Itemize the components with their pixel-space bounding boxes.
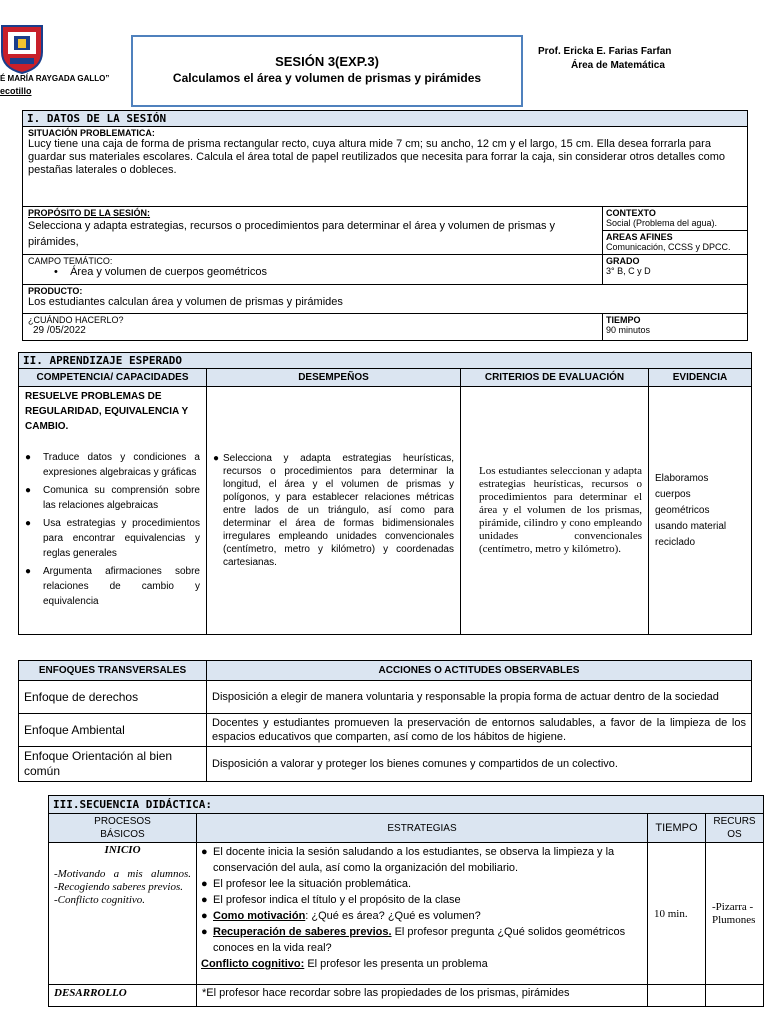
proposito-label: PROPÓSITO DE LA SESIÓN:: [28, 208, 151, 218]
areas-label: AREAS AFINES: [606, 232, 673, 242]
producto-label: PRODUCTO:: [28, 286, 83, 296]
producto-cell: [23, 285, 748, 314]
proposito-cell: [23, 207, 603, 255]
grado-text: 3° B, C y D: [606, 266, 651, 276]
aprendizaje-table: [18, 352, 752, 635]
secuencia-table: [48, 795, 764, 1007]
situacion-label: SITUACIÓN PROBLEMATICA:: [28, 128, 155, 138]
desarrollo-text: *El profesor hace recordar sobre las propiedades de los prismas, pirámides: [197, 985, 648, 1007]
aprendizaje-heading: II. APRENDIZAJE ESPERADO: [19, 353, 752, 369]
estrategia-item: ● El profesor indica el título y el propósito de la clase: [201, 894, 461, 906]
situacion-cell: [23, 127, 748, 207]
session-title-box: [131, 35, 523, 107]
school-logo: [0, 24, 44, 74]
col-tiempo: TIEMPO: [648, 814, 706, 843]
col-criterios: CRITERIOS DE EVALUACIÓN: [461, 369, 649, 387]
estrategia-item: ● Recuperación de saberes previos. El profesor pregunta ¿Qué solidos geométricos conoces en la vida real?: [201, 926, 626, 954]
areas-text: Comunicación, CCSS y DPCC.: [606, 242, 731, 252]
session-subtitle: Calculamos el área y volumen de prismas y pirámides: [172, 71, 482, 85]
estrategia-item: ● Como motivación: ¿Qué es área? ¿Qué es volumen?: [201, 910, 481, 922]
capacidad-item: ● Traduce datos y condiciones a expresiones algebraicas y gráficas: [25, 452, 200, 478]
producto-text: Los estudiantes calculan área y volumen de prismas y pirámides: [28, 296, 343, 308]
enfoque-row: [19, 714, 752, 747]
col-enfoques: ENFOQUES TRANSVERSALES: [19, 661, 207, 681]
estrategias-list: [201, 844, 643, 956]
grado-cell: [603, 255, 748, 285]
school-name: É MARÍA RAYGADA GALLO”: [0, 74, 110, 83]
tiempo-text: 90 minutos: [606, 325, 651, 335]
inicio-cell: [49, 843, 197, 985]
capacidad-item: ● Usa estrategias y procedimientos para encontrar equivalencias y reglas generales: [25, 518, 200, 559]
col-procesos: PROCESOS BÁSICOS: [49, 814, 197, 843]
col-estrategias: ESTRATEGIAS: [197, 814, 648, 843]
desarrollo-recursos: [706, 985, 764, 1007]
cuando-text: 29 /05/2022: [33, 325, 86, 336]
inicio-item: -Motivando a mis alumnos.: [54, 868, 191, 880]
cuando-cell: [23, 314, 603, 341]
col-competencia: COMPETENCIA/ CAPACIDADES: [19, 369, 207, 387]
enfoque-row: [19, 747, 752, 782]
capacidades-list: [25, 450, 200, 609]
enfoque-accion: Disposición a elegir de manera voluntaria y responsable la propia forma de actuar dentro de la sociedad: [207, 681, 752, 714]
situacion-text: Lucy tiene una caja de forma de prisma rectangular recto, cuya altura mide 7 cm; su ancho, 12 cm y el largo, 15 cm. Ella desea forrarla para guardar sus materiales escolares. Calcula el área total de papel reutilizados que necesita para forrar la caja, sin considerar otros detalles como pestañas laterales o dobleces.: [28, 138, 726, 176]
desarrollo-label: DESARROLLO: [49, 985, 197, 1007]
session-title: SESIÓN 3(EXP.3): [275, 54, 379, 69]
estrategia-item: ● El docente inicia la sesión saludando a los estudiantes, se observa la limpieza y la conservación del aula, así como la organización del mobiliario.: [201, 846, 615, 874]
col-desempenos: DESEMPEÑOS: [207, 369, 461, 387]
desempeno-item: ● Selecciona y adapta estrategias heurísticas, recursos o procedimientos para determinar la longitud, el área y el volumen de prismas y polígonos, y para establecer relaciones métricas entre lados de un triángulo, así como para determinar el área de formas bidimensionales irregulares empleando unidades convencionales (centímetro, metro y kilómetro) y coordenadas cartesianas.: [213, 453, 454, 568]
datos-heading: I. DATOS DE LA SESIÓN: [23, 111, 748, 127]
enfoque-accion: Docentes y estudiantes promueven la preservación de entornos saludables, a favor de la limpieza de los espacios educativos que comparten, así como de los hábitos de higiene.: [207, 714, 752, 747]
campo-label: CAMPO TEMÁTICO:: [28, 256, 113, 266]
contexto-text: Social (Problema del agua).: [606, 218, 718, 228]
inicio-item: -Conflicto cognitivo.: [54, 894, 146, 906]
col-acciones: ACCIONES O ACTITUDES OBSERVABLES: [207, 661, 752, 681]
bullet: •: [54, 266, 71, 278]
datos-table: [22, 110, 748, 341]
conflicto-line: Conflicto cognitivo: El profesor les presenta un problema: [201, 958, 488, 970]
inicio-tiempo: 10 min.: [648, 843, 706, 985]
grado-label: GRADO: [606, 256, 640, 266]
col-evidencia: EVIDENCIA: [649, 369, 752, 387]
col-recursos: RECURSOS: [706, 814, 764, 843]
secuencia-heading: III.SECUENCIA DIDÁCTICA:: [49, 796, 764, 814]
enfoque-accion: Disposición a valorar y proteger los bienes comunes y compartidos de un colectivo.: [207, 747, 752, 782]
competencia-cell: [19, 387, 207, 635]
cuando-label: ¿CUÁNDO HACERLO?: [28, 315, 124, 325]
enfoque-row: [19, 681, 752, 714]
inicio-label: INICIO: [104, 844, 141, 856]
tiempo-cell: [603, 314, 748, 341]
teacher-name: Prof. Ericka E. Farias Farfan: [538, 46, 672, 57]
tiempo-label: TIEMPO: [606, 315, 641, 325]
contexto-label: CONTEXTO: [606, 208, 656, 218]
desarrollo-tiempo: [648, 985, 706, 1007]
criterio-cell: Los estudiantes seleccionan y adapta estrategias heurísticas, recursos o procedimientos para determinar el área y el volumen de los prismas, pirámide, cilindro y cono empleando unidades convencionales (centímetro, metro y kilómetro).: [461, 387, 649, 635]
capacidad-item: ● Argumenta afirmaciones sobre relaciones de cambio y equivalencia: [25, 566, 200, 607]
proposito-text: Selecciona y adapta estrategias, recursos o procedimientos para determinar el área y volumen de prismas y pirámides,: [28, 220, 556, 248]
campo-text-row: [28, 266, 597, 278]
capacidad-item: ● Comunica su comprensión sobre las relaciones algebraicas: [25, 485, 200, 511]
campo-cell: [23, 255, 603, 285]
campo-text: Área y volumen de cuerpos geométricos: [70, 266, 267, 278]
enfoques-table: [18, 660, 752, 782]
subject-area: Área de Matemática: [571, 60, 665, 71]
school-place: ecotillo: [0, 86, 32, 96]
enfoque-name: Enfoque Ambiental: [19, 714, 207, 747]
contexto-cell: [603, 207, 748, 231]
evidencia-cell: Elaboramos cuerpos geométricos usando material reciclado: [649, 387, 752, 635]
inicio-recursos: -Pizarra - Plumones: [706, 843, 764, 985]
competencia-title: RESUELVE PROBLEMAS DE REGULARIDAD, EQUIVALENCIA Y CAMBIO.: [25, 391, 188, 432]
desempeno-cell: [207, 387, 461, 635]
enfoque-name: Enfoque Orientación al bien común: [19, 747, 207, 782]
estrategias-cell: [197, 843, 648, 985]
areas-cell: [603, 231, 748, 255]
enfoque-name: Enfoque de derechos: [19, 681, 207, 714]
inicio-item: -Recogiendo saberes previos.: [54, 881, 184, 893]
estrategia-item: ● El profesor lee la situación problemática.: [201, 878, 412, 890]
